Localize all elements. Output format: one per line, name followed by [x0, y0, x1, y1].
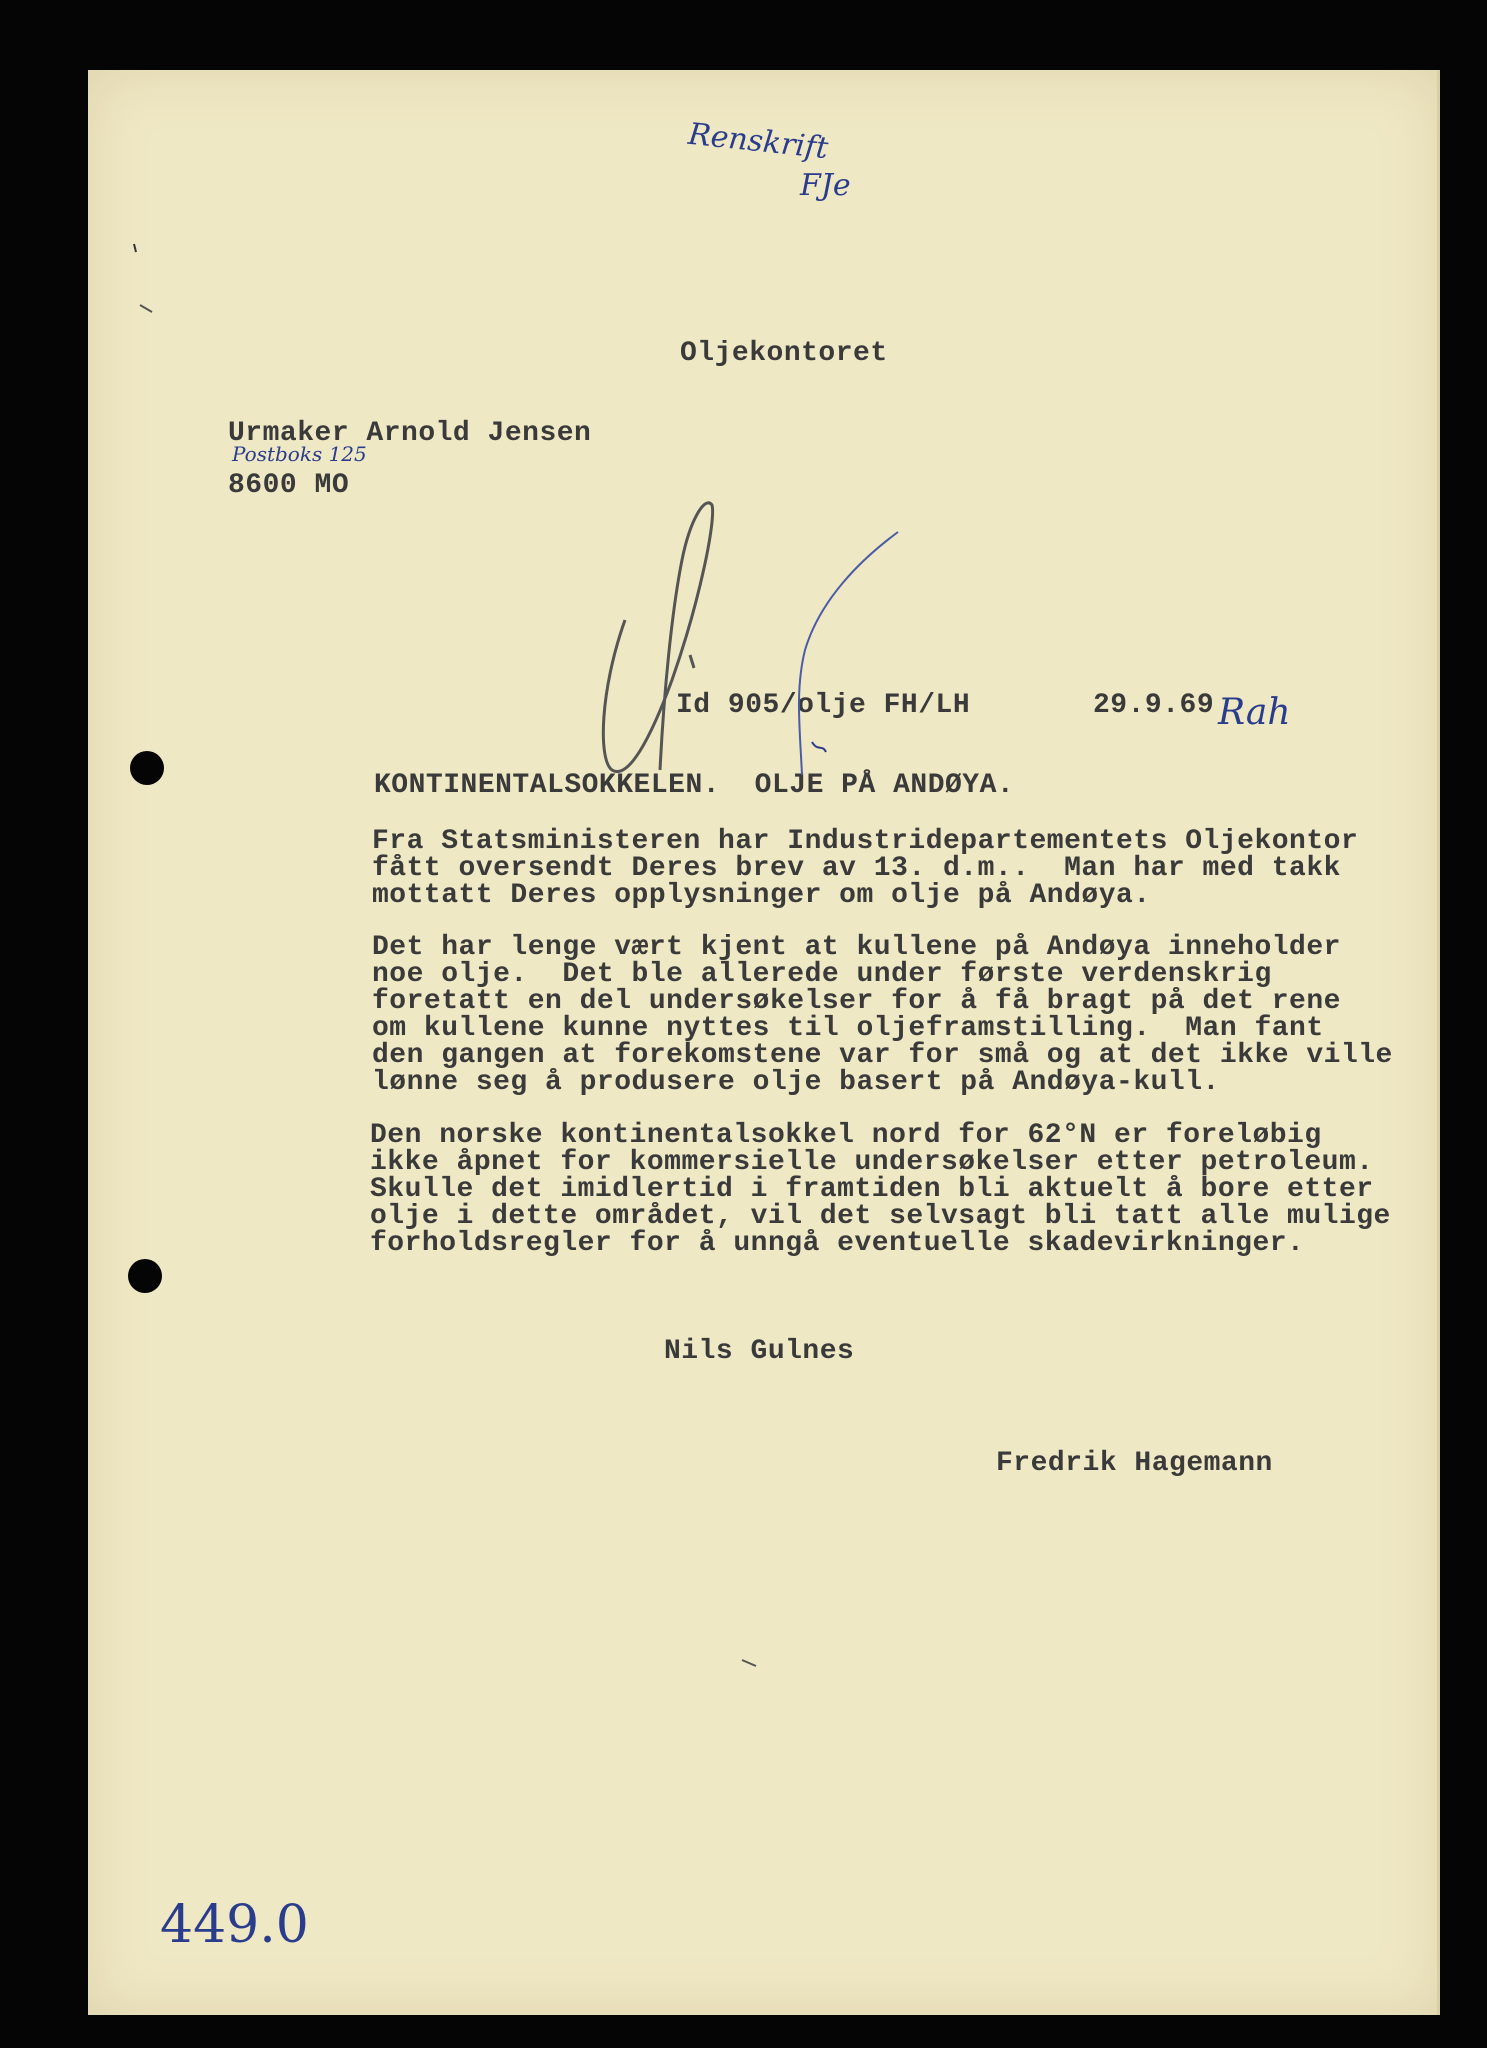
paragraph-3: Den norske kontinentalsokkel nord for 62°N er foreløbig ikke åpnet for kommersielle undersøkelser etter petroleum. Skulle det imidlertid i framtiden bli aktuelt å bore etter olje i dette området, vil det selvsagt bli tatt alle mulige forholdsregler for å unngå eventuelle skadevirkninger. [370, 1120, 1391, 1259]
paragraph-1: Fra Statsministeren har Industridepartementets Oljekontor fått oversendt Deres brev av 13. d.m.. Man har med takk mottatt Deres opplysninger om olje på Andøya. [372, 826, 1359, 911]
handwritten-postbox: Postboks 125 [232, 442, 367, 466]
office-heading: Oljekontoret [680, 338, 888, 369]
punch-hole-top [130, 751, 164, 785]
handwritten-date-initials: Rah [1218, 692, 1291, 733]
recipient-postal: 8600 MO [228, 470, 350, 501]
handwritten-note-renskrift: Renskrift [686, 116, 830, 167]
subject-line: KONTINENTALSOKKELEN. OLJE PÅ ANDØYA. [374, 770, 1015, 801]
handwritten-initials-top: FJe [800, 168, 851, 203]
recipient-name: Urmaker Arnold Jensen [228, 418, 592, 449]
punch-hole-bottom [128, 1259, 162, 1293]
paragraph-2: Det har lenge vært kjent at kullene på Andøya inneholder noe olje. Det ble allerede under første verdenskrig foretatt en del undersøkelser for å få bragt på det rene om kullene kunne nyttes til oljeframstilling. Man fant den gangen at forekomstene var for små og at det ikke ville lønne seg å produsere olje basert på Andøya-kull. [372, 932, 1393, 1098]
signature-nils-gulnes: Nils Gulnes [664, 1336, 855, 1367]
reference-number: Id 905/olje FH/LH [676, 690, 971, 721]
handwritten-archive-number: 449.0 [160, 1895, 309, 1955]
signature-fredrik-hagemann: Fredrik Hagemann [996, 1448, 1273, 1479]
letter-date: 29.9.69 [1093, 690, 1215, 721]
